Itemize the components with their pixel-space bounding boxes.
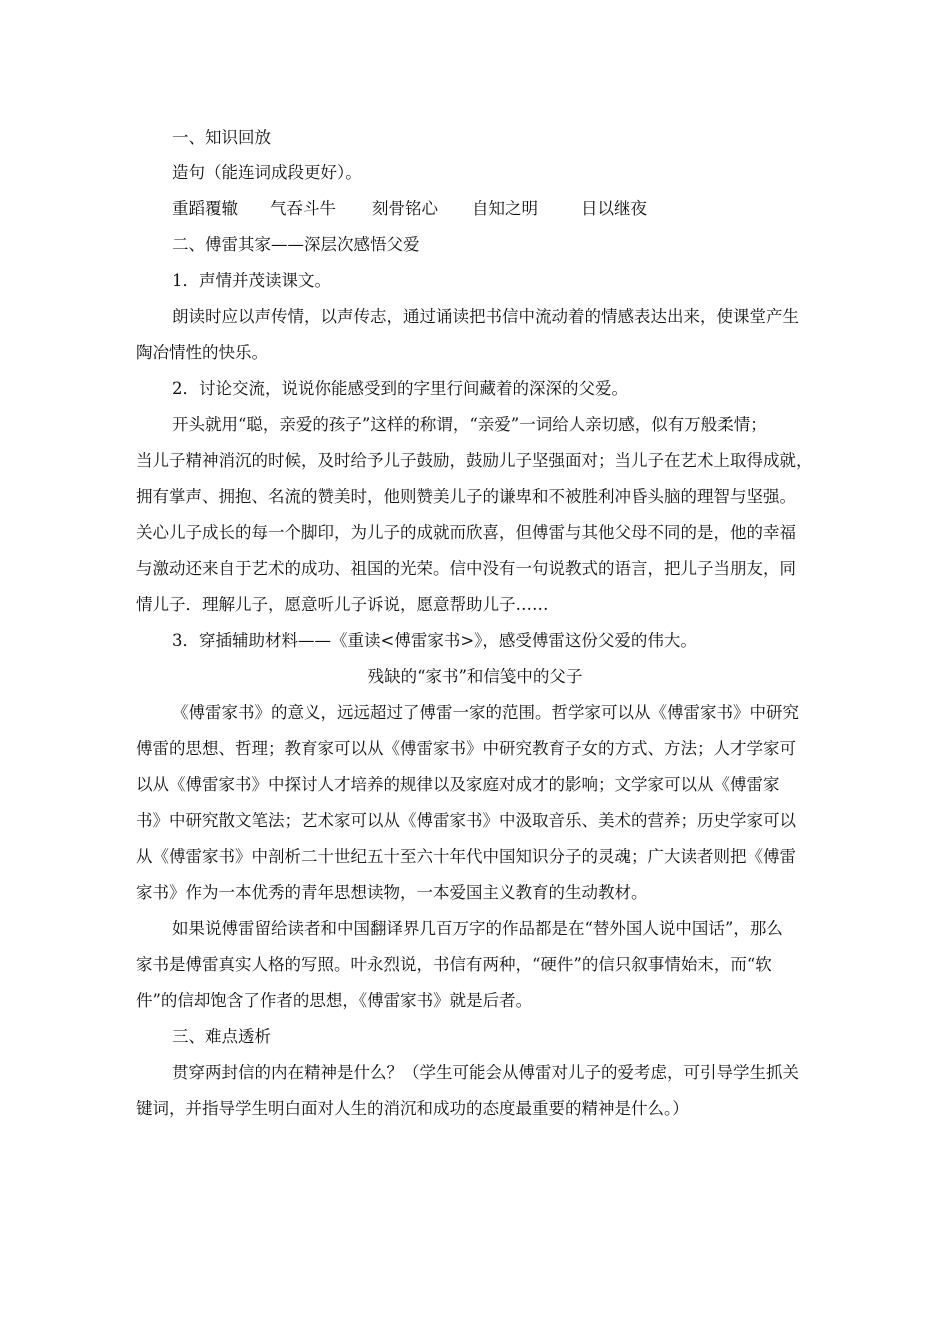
- paragraph-line: 朗读时应以声传情，以声传志，通过诵读把书信中流动着的情感表达出来，使课堂产生: [172, 307, 799, 326]
- section-2-heading: 二、傅雷其家——深层次感悟父爱: [172, 235, 420, 254]
- idiom-item: 重蹈覆辙: [172, 199, 238, 218]
- section-3-heading: 三、难点透析: [172, 1027, 271, 1046]
- paragraph-line: 陶冶情性的快乐。: [136, 343, 268, 362]
- paragraph-line: 《傅雷家书》的意义，远远超过了傅雷一家的范围。哲学家可以从《傅雷家书》中研究: [172, 703, 799, 722]
- paragraph-line: 以从《傅雷家书》中探讨人才培养的规律以及家庭对成才的影响；文学家可以从《傅雷家: [136, 775, 780, 794]
- paragraph-line: 贯穿两封信的内在精神是什么？（学生可能会从傅雷对儿子的爱考虑，可引导学生抓关: [172, 1063, 799, 1082]
- paragraph-line: 家书是傅雷真实人格的写照。叶永烈说，书信有两种，“硬件”的信只叙事情始末，而“软: [136, 955, 772, 974]
- item-1-title: 1．声情并茂读课文。: [172, 271, 331, 290]
- paragraph-line: 情儿子．理解儿子，愿意听儿子诉说，愿意帮助儿子……: [136, 595, 549, 614]
- paragraph-line: 从《傅雷家书》中剖析二十世纪五十至六十年代中国知识分子的灵魂；广大读者则把《傅雷: [136, 847, 796, 866]
- paragraph-line: 书》中研究散文笔法；艺术家可以从《傅雷家书》中汲取音乐、美术的营养；历史学家可以: [136, 811, 796, 830]
- paragraph-line: 当儿子精神消沉的时候，及时给予儿子鼓励，鼓励儿子坚强面对；当儿子在艺术上取得成就，: [136, 451, 813, 470]
- paragraph-line: 开头就用“聪，亲爱的孩子”这样的称谓，“亲爱”一词给人亲切感，似有万般柔情；: [172, 415, 767, 434]
- paragraph-line: 如果说傅雷留给读者和中国翻译界几百万字的作品都是在“替外国人说中国话”，那么: [172, 919, 783, 938]
- paragraph-line: 关心儿子成长的每一个脚印，为儿子的成就而欣喜，但傅雷与其他父母不同的是，他的幸福: [136, 523, 796, 542]
- paragraph-line: 件”的信却饱含了作者的思想，《傅雷家书》就是后者。: [136, 991, 533, 1010]
- sentence-making-prompt: 造句（能连词成段更好）。: [172, 163, 362, 182]
- paragraph-line: 与激动还来自于艺术的成功、祖国的光荣。信中没有一句说教式的语言，把儿子当朋友，同: [136, 559, 796, 578]
- item-3-title: 3．穿插辅助材料——《重读<傅雷家书>》，感受傅雷这份父爱的伟大。: [172, 631, 697, 650]
- paragraph-line: 拥有掌声、拥抱、名流的赞美时，他则赞美儿子的谦卑和不被胜利冲昏头脑的理智与坚强。: [136, 487, 796, 506]
- paragraph-line: 键词，并指导学生明白面对人生的消沉和成功的态度最重要的精神是什么。）: [136, 1099, 689, 1118]
- paragraph-line: 家书》作为一本优秀的青年思想读物，一本爱国主义教育的生动教材。: [136, 883, 648, 902]
- idiom-item: 日以继夜: [581, 199, 647, 218]
- idiom-item: 气吞斗牛: [270, 199, 336, 218]
- idiom-item: 自知之明: [472, 199, 538, 218]
- section-1-heading: 一、知识回放: [172, 128, 271, 147]
- paragraph-line: 傅雷的思想、哲理；教育家可以从《傅雷家书》中研究教育子女的方式、方法；人才学家可: [136, 739, 796, 758]
- idiom-item: 刻骨铭心: [372, 199, 438, 218]
- article-title: 残缺的“家书”和信笺中的父子: [367, 667, 583, 686]
- item-2-title: 2．讨论交流，说说你能感受到的字里行间藏着的深深的父爱。: [172, 379, 628, 398]
